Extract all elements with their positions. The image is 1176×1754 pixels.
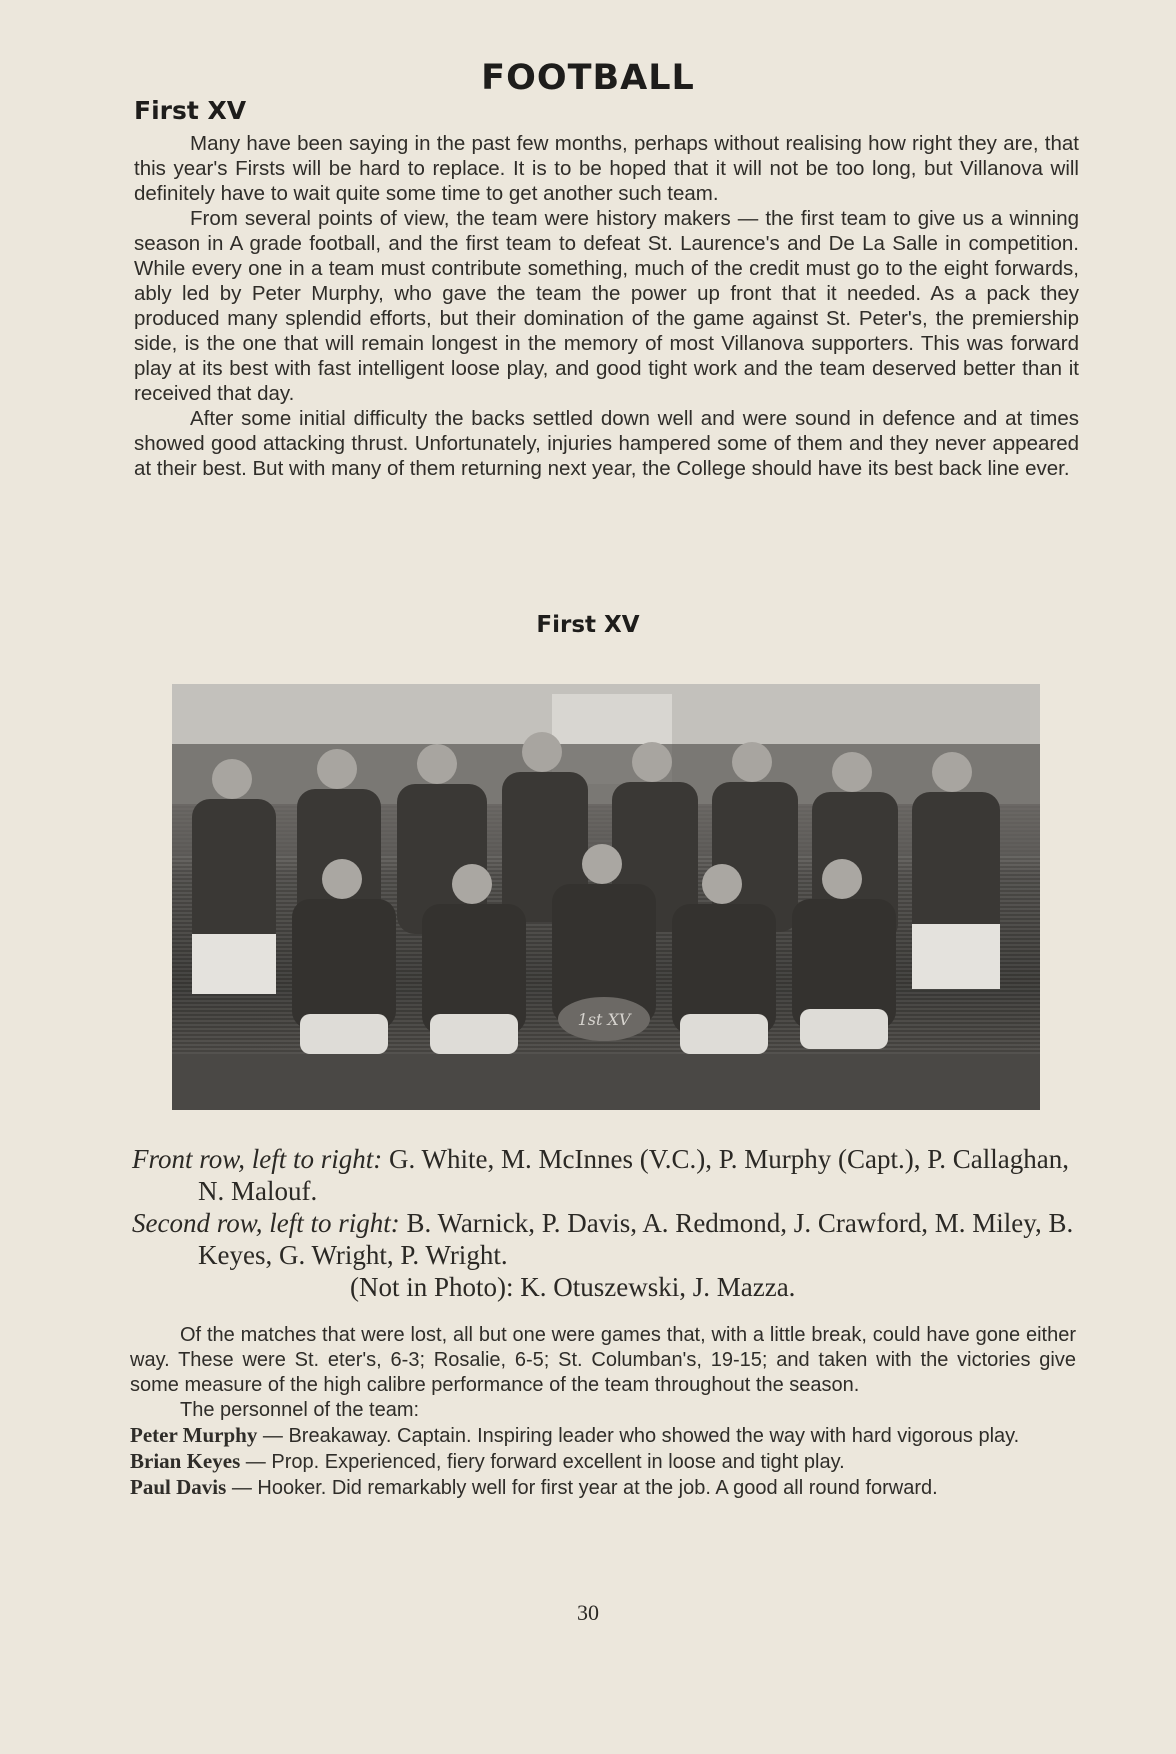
section-heading: First XV (134, 96, 247, 125)
photo-heading: First XV (536, 612, 640, 638)
page-number: 30 (577, 1600, 599, 1625)
matches-paragraph: Of the matches that were lost, all but one were games that, with a little break, could have gone either way. These were St. eter's, 6-3; Rosalie, 6-5; St. Columban's, 19-15; and taken with the victories give some measure of the high calibre performance of the team throughout the season. (130, 1324, 1076, 1396)
intro-paragraph: Many have been saying in the past few months, perhaps without realising how right they are, that this year's Firsts will be hard to replace. It is to be hoped that it will not be too long, but Villanova will definitely have to wait quite some time to get another such team. (134, 132, 1079, 205)
personnel-entry (130, 1449, 1076, 1475)
caption-second-names: B. Warnick, P. Davis, A. Redmond, J. Crawford, M. Miley, B. Keyes, G. Wright, P. Wright. (198, 1208, 1074, 1270)
team-photo-illustration (172, 684, 1040, 1110)
personnel-entry (130, 1423, 1076, 1449)
photo-caption (132, 1143, 1082, 1303)
caption-front-names: G. White, M. McInnes (V.C.), P. Murphy (Capt.), P. Callaghan, N. Malouf. (198, 1144, 1069, 1206)
caption-front-row (132, 1143, 1082, 1207)
intro-paragraph: After some initial difficulty the backs settled down well and were sound in defence and at times showed good attacking thrust. Unfortunately, injuries hampered some of them and they never appeared at their best. But with many of them returning next year, the College should have its best back line ever. (134, 407, 1079, 480)
personnel-name: Peter Murphy (130, 1423, 258, 1447)
caption-second-label: Second row, left to right: (132, 1208, 400, 1238)
personnel-description: — Prop. Experienced, fiery forward excellent in loose and tight play. (240, 1451, 845, 1473)
caption-front-label: Front row, left to right: (132, 1144, 383, 1174)
ball-text: 1st XV (577, 1010, 631, 1029)
page-title: FOOTBALL (481, 58, 695, 98)
personnel-section (130, 1323, 1076, 1501)
intro-text (134, 131, 1079, 481)
personnel-entry (130, 1475, 1076, 1501)
personnel-name: Paul Davis (130, 1475, 227, 1499)
personnel-name: Brian Keyes (130, 1449, 241, 1473)
caption-not-in-photo: (Not in Photo): K. Otuszewski, J. Mazza. (350, 1272, 796, 1302)
personnel-description: — Breakaway. Captain. Inspiring leader who showed the way with hard vigorous play. (257, 1425, 1020, 1447)
personnel-description: — Hooker. Did remarkably well for first year at the job. A good all round forward. (226, 1477, 938, 1499)
personnel-intro: The personnel of the team: (180, 1399, 420, 1421)
team-photo (172, 684, 1040, 1110)
caption-second-row (132, 1207, 1082, 1271)
intro-paragraph: From several points of view, the team were history makers — the first team to give us a winning season in A grade football, and the first team to defeat St. Laurence's and De La Salle in competition. While every one in a team must contribute something, much of the credit must go to the eight forwards, ably led by Peter Murphy, who gave the team the power up front that it needed. As a pack they produced many splendid efforts, but their domination of the game against St. Peter's, the premiership side, is the one that will remain longest in the memory of most Villanova supporters. This was forward play at its best with fast intelligent loose play, and good tight work and the team deserved better than it received that day. (134, 207, 1079, 405)
